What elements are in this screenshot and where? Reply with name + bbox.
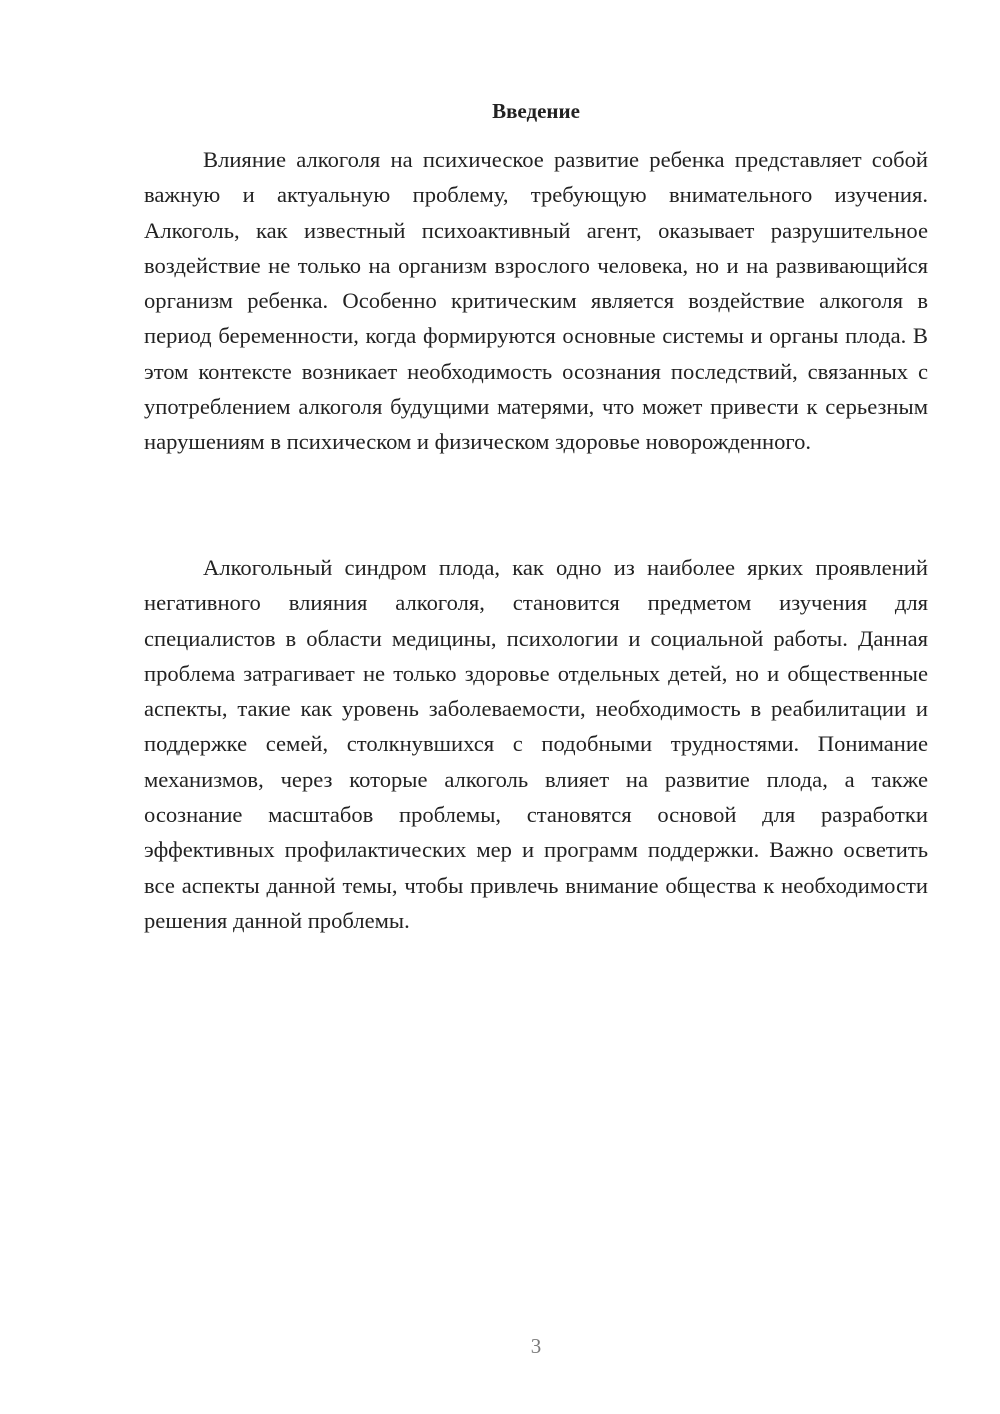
page-number: 3	[530, 1334, 542, 1358]
paragraph-2: Алкогольный синдром плода, как одно из наиболее ярких проявлений негативного влияния алкоголя, становится предметом изучения для специалистов в области медицины, психологии и социальной работы. Данная проблема затрагивает не только здоровье отдельных детей, но и общественные аспекты, такие как уровень заболеваемости, необходимость в реабилитации и поддержке семей, столкнувшихся с подобными трудностями. Понимание механизмов, через которые алкоголь влияет на развитие плода, а также осознание масштабов проблемы, становятся основой для разработки эффективных профилактических мер и программ поддержки. Важно осветить все аспекты данной темы, чтобы привлечь внимание общества к необходимости решения данной проблемы.	[144, 555, 928, 933]
section-title: Введение	[492, 99, 580, 123]
paragraph-1: Влияние алкоголя на психическое развитие ребенка представляет собой важную и актуальную проблему, требующую внимательного изучения. Алкоголь, как известный психоактивный агент, оказывает разрушительное воздействие не только на организм взрослого человека, но и на развивающийся организм ребенка. Особенно критическим является воздействие алкоголя в период беременности, когда формируются основные системы и органы плода. В этом контексте возникает необходимость осознания последствий, связанных с употреблением алкоголя будущими матерями, что может привести к серьезным нарушениям в психическом и физическом здоровье новорожденного.	[144, 147, 928, 455]
